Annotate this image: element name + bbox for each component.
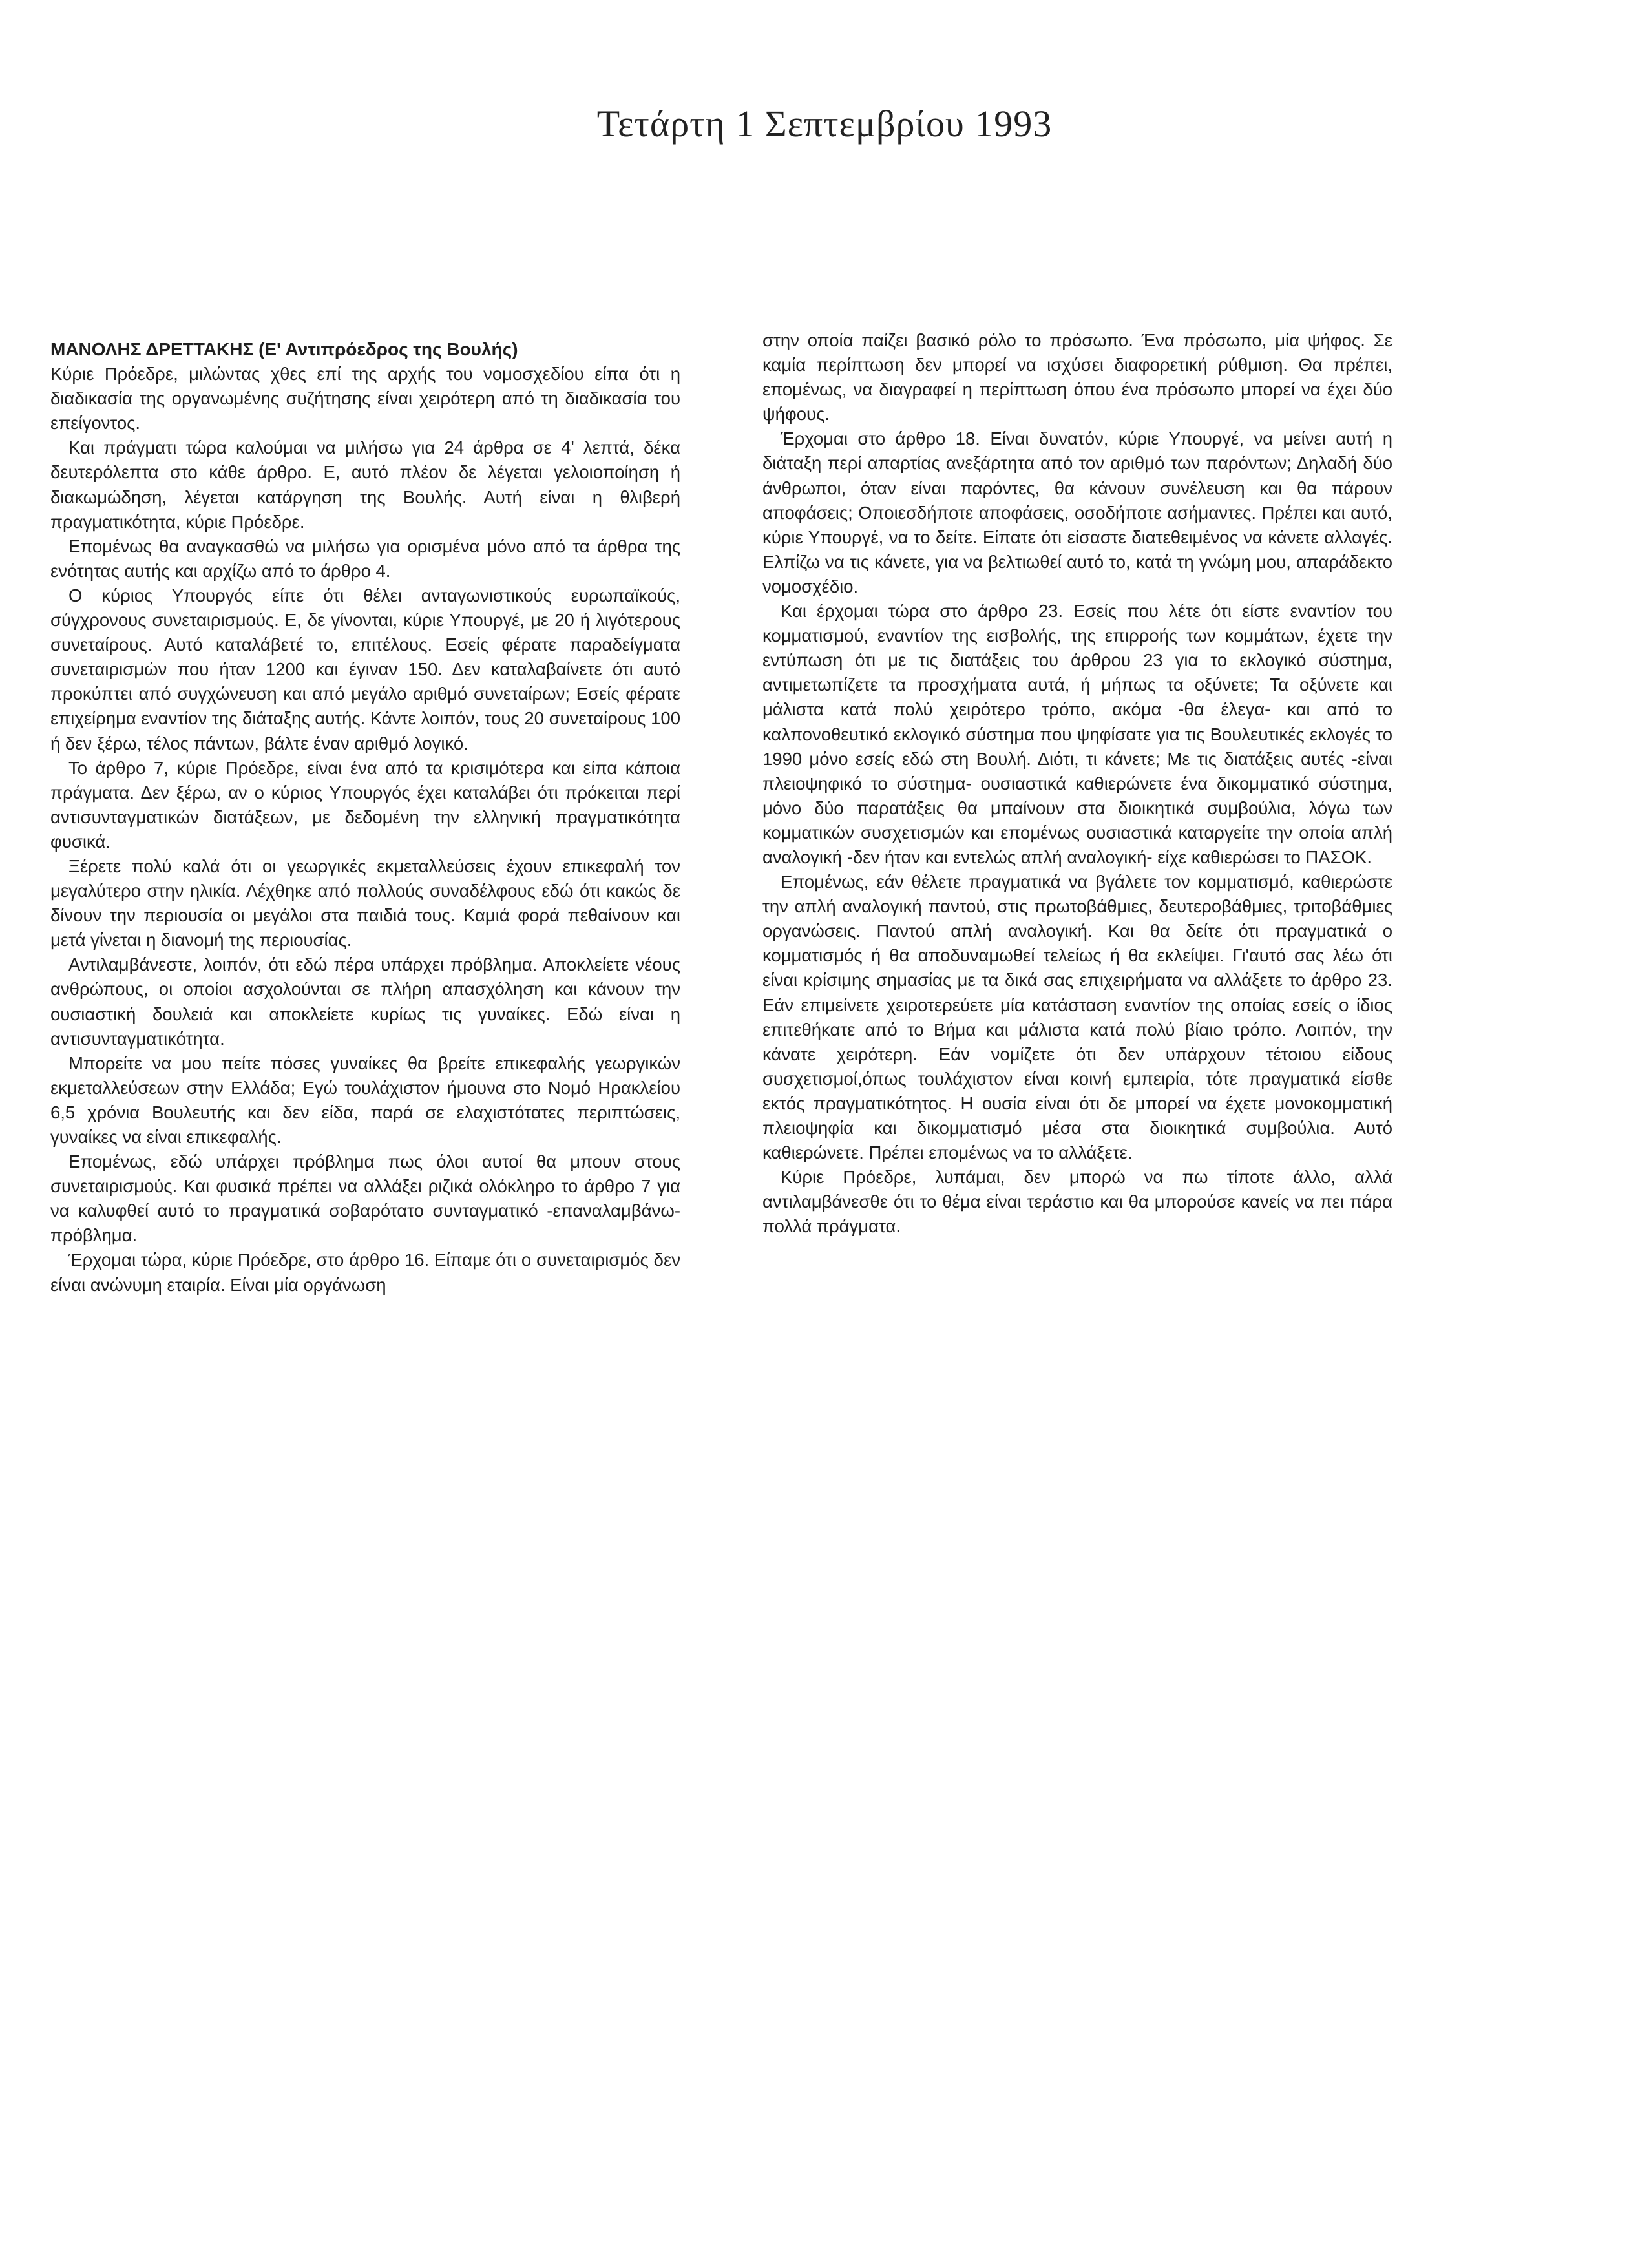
paragraph: Το άρθρο 7, κύριε Πρόεδρε, είναι ένα από τα κρισιμότερα και είπα κάποια πράγματα. Δεν ξέρω, αν ο κύριος Υπουργός έχει καταλάβει ότι πρόκειται περί αντισυνταγματικών διατάξεων, με δεδομένη την ελληνική πραγματικότητα φυσικά. bbox=[50, 757, 680, 852]
paragraph: Επομένως, εδώ υπάρχει πρόβλημα πως όλοι αυτοί θα μπουν στους συνεταιρισμούς. Και φυσικά πρέπει να αλλάξει ριζικά ολόκληρο το άρθρο 7 για να καλυφθεί αυτό το πραγματικά σοβαρότατο συνταγματικό -επαναλαμβάνω- πρόβλημα. bbox=[50, 1151, 680, 1246]
paragraph: Ο κύριος Υπουργός είπε ότι θέλει ανταγωνιστικούς ευρωπαϊκούς, σύγχρονους συνεταιρισμούς. Ε, δε γίνονται, κύριε Υπουργέ, με 20 ή λιγότερους συνεταίρους. Αυτό καταλάβετέ το, επιτέλους. Εσείς φέρατε παραδείγματα συνεταιρισμών που ήταν 1200 και έγιναν 150. Δεν καταλαβαίνετε ότι αυτό προκύπτει από συγχώνευση και από μεγάλο αριθμό συνεταίρων; Εσείς φέρατε επιχείρημα εναντίον της διάταξης αυτής. Κάντε λοιπόν, τους 20 συνεταίρους 100 ή δεν ξέρω, τέλος πάντων, βάλτε έναν αριθμό λογικό. bbox=[50, 585, 680, 753]
paragraph: Επομένως, εάν θέλετε πραγματικά να βγάλετε τον κομματισμό, καθιερώστε την απλή αναλογική παντού, στις πρωτοβάθμιες, δευτεροβάθμιες, τριτοβάθμιες οργανώσεις. Παντού απλή αναλογική. Και θα δείτε ότι πραγματικά ο κομματισμός ή θα αποδυναμωθεί τελείως ή θα εκλείψει. Γι'αυτό σας λέω ότι είναι κρίσιμης σημασίας με τα δικά σας επιχειρήματα να αλλάξετε το άρθρο 23. Εάν επιμείνετε χειροτερεύετε μία κατάσταση εναντίον της οποίας εσείς ο ίδιος επιτεθήκατε από το Βήμα και μάλιστα κατά πολύ βίαιο τρόπο. Λοιπόν, την κάνατε χειρότερη. Εάν νομίζετε ότι δεν υπάρχουν τέτοιου είδους συσχετισμοί,όπως τουλάχιστον είναι κοινή εμπειρία, τότε πραγματικά είσθε εκτός πραγματικότητος. Η ουσία είναι ότι δε μπορεί να έχετε μονοκομματική πλειοψηφία και δικομματισμό μέσα στα διοικητικά συμβούλια. Αυτό καθιερώνετε. Πρέπει επομένως να το αλλάξετε. bbox=[762, 872, 1392, 1163]
page-title: Τετάρτη 1 Σεπτεμβρίου 1993 bbox=[596, 103, 1053, 145]
paragraph: Έρχομαι τώρα, κύριε Πρόεδρε, στο άρθρο 16. Είπαμε ότι ο συνεταιρισμός δεν είναι ανώνυμη εταιρία. Είναι μία οργάνωση bbox=[50, 1250, 680, 1295]
paragraph: Κύριε Πρόεδρε, μιλώντας χθες επί της αρχής του νομοσχεδίου είπα ότι η διαδικασία της οργανωμένης συζήτησης είναι χειρότερη από τη διαδικασία του επείγοντος. bbox=[50, 364, 680, 434]
paragraph: στην οποία παίζει βασικό ρόλο το πρόσωπο. Ένα πρόσωπο, μία ψήφος. Σε καμία περίπτωση δεν μπορεί να ισχύσει διαφορετική ρύθμιση. Θα πρέπει, επομένως, να διαγραφεί η περίπτωση όπου ένα πρόσωπο μπορεί να έχει δύο ψήφους. bbox=[762, 330, 1392, 425]
paragraph: Αντιλαμβάνεστε, λοιπόν, ότι εδώ πέρα υπάρχει πρόβλημα. Αποκλείετε νέους ανθρώπους, οι οποίοι ασχολούνται σε πλήρη απασχόληση και κάνουν την ουσιαστική δουλειά και αποκλείετε κυρίως τις γυναίκες. Εδώ είναι η αντισυνταγματικότητα. bbox=[50, 954, 680, 1049]
left-column bbox=[50, 337, 680, 1297]
paragraph: Επομένως θα αναγκασθώ να μιλήσω για ορισμένα μόνο από τα άρθρα της ενότητας αυτής και αρχίζω από το άρθρο 4. bbox=[50, 536, 680, 581]
paragraph: Ξέρετε πολύ καλά ότι οι γεωργικές εκμεταλλεύσεις έχουν επικεφαλή τον μεγαλύτερο στην ηλικία. Λέχθηκε από πολλούς συναδέλφους εδώ ότι κακώς δε δίνουν την περιουσία οι μεγάλοι στα παιδιά τους. Καμιά φορά πεθαίνουν και μετά γίνεται η διανομή της περιουσίας. bbox=[50, 856, 680, 950]
paragraph: Και έρχομαι τώρα στο άρθρο 23. Εσείς που λέτε ότι είστε εναντίον του κομματισμού, εναντίον της εισβολής, της επιρροής των κομμάτων, έχετε την εντύπωση ότι με τις διατάξεις του άρθρου 23 για το εκλογικό σύστημα, αντιμετωπίζετε τα προσχήματα αυτά, ή μήπως τα οξύνετε; Τα οξύνετε και μάλιστα κατά πολύ χειρότερο τρόπο, ακόμα -θα έλεγα- και από το καλπονοθευτικό εκλογικό σύστημα που ψηφίσατε για τις Βουλευτικές εκλογές το 1990 μόνο εσείς εδώ στη Βουλή. Διότι, τι κάνετε; Με τις διατάξεις αυτές -είναι πλειοψηφικό το σύστημα- ουσιαστικά καθιερώνετε ένα δικομματικό σύστημα, μόνο δύο παρατάξεις θα μπαίνουν στα διοικητικά συμβούλια, λόγω των κομματικών συσχετισμών και επομένως ουσιαστικά καταργείτε την οποία απλή αναλογική -δεν ήταν και εντελώς απλή αναλογική- είχε καθιερώσει το ΠΑΣΟΚ. bbox=[762, 601, 1392, 867]
paragraph: Και πράγματι τώρα καλούμαι να μιλήσω για 24 άρθρα σε 4' λεπτά, δέκα δευτερόλεπτα στο κάθε άρθρο. Ε, αυτό πλέον δε λέγεται γελοιοποίηση ή διακωμώδηση, λέγεται κατάργηση της Βουλής. Αυτή είναι η θλιβερή πραγματικότητα, κύριε Πρόεδρε. bbox=[50, 437, 680, 532]
speaker-name: ΜΑΝΟΛΗΣ ΔΡΕΤΤΑΚΗΣ (Ε' Αντιπρόεδρος της Βουλής) bbox=[50, 339, 518, 359]
paragraph: Μπορείτε να μου πείτε πόσες γυναίκες θα βρείτε επικεφαλής γεωργικών εκμεταλλεύσεων στην Ελλάδα; Εγώ τουλάχιστον ήμουνα στο Νομό Ηρακλείου 6,5 χρόνια Βουλευτής και δεν είδα, παρά σε ελαχιστότατες περιπτώσεις, γυναίκες να είναι επικεφαλής. bbox=[50, 1053, 680, 1147]
paragraph: Έρχομαι στο άρθρο 18. Είναι δυνατόν, κύριε Υπουργέ, να μείνει αυτή η διάταξη περί απαρτίας ανεξάρτητα από τον αριθμό των παρόντων; Δηλαδή δύο άνθρωποι, όταν είναι παρόντες, θα κάνουν συνέλευση και θα πάρουν αποφάσεις; Οποιεσδήποτε αποφάσεις, οσοδήποτε ασήμαντες. Πρέπει και αυτό, κύριε Υπουργέ, να το δείτε. Είπατε ότι είσαστε διατεθειμένος να κάνετε αλλαγές. Ελπίζω να τις κάνετε, για να βελτιωθεί αυτό το, κατά τη γνώμη μου, απαράδεκτο νομοσχέδιο. bbox=[762, 428, 1392, 596]
paragraph: Κύριε Πρόεδρε, λυπάμαι, δεν μπορώ να πω τίποτε άλλο, αλλά αντιλαμβάνεσθε ότι το θέμα είναι τεράστιο και θα μπορούσε κανείς να πει πάρα πολλά πράγματα. bbox=[762, 1167, 1392, 1237]
right-column bbox=[762, 328, 1392, 1239]
